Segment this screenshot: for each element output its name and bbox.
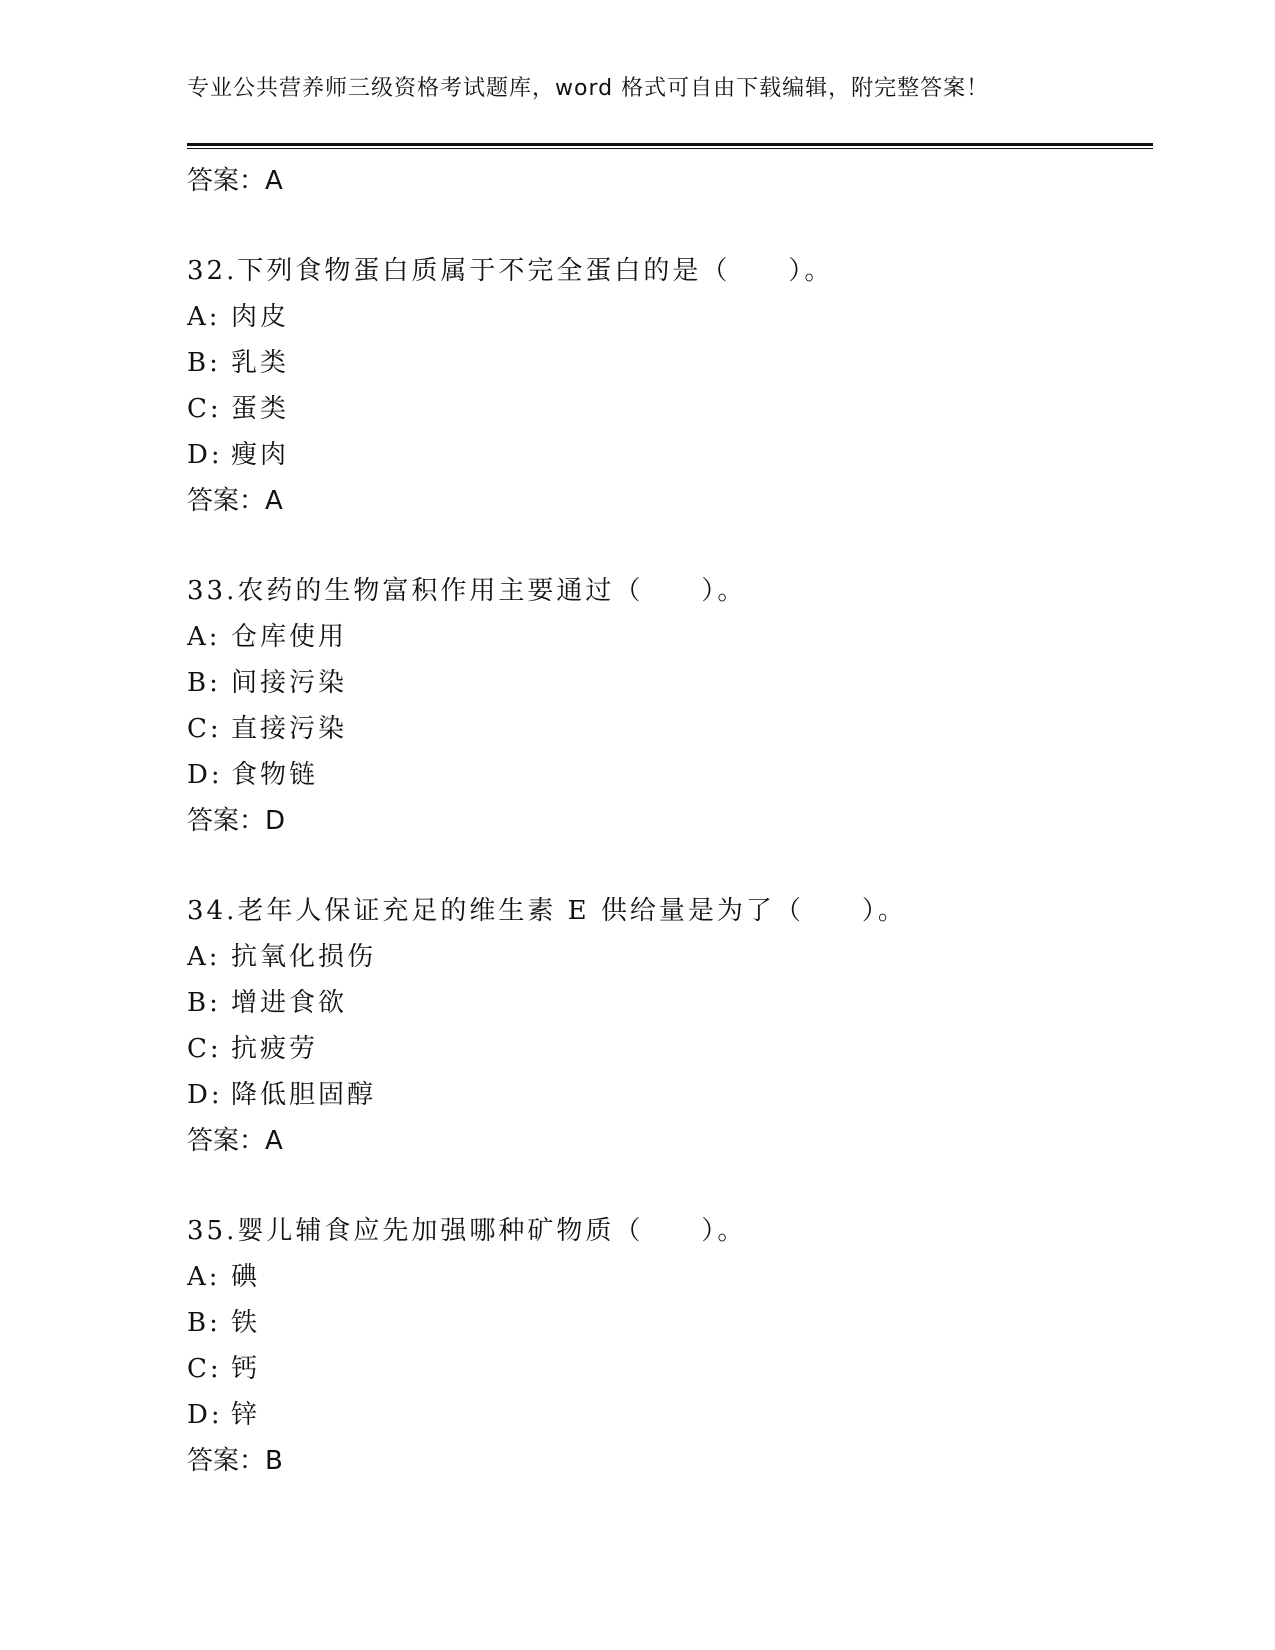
option-text: 碘 (231, 1262, 261, 1292)
question-stem: 35.婴儿辅食应先加强哪种矿物质（ ）。 (187, 1216, 747, 1246)
option-d (187, 1392, 1147, 1438)
option-key: D: (187, 1080, 223, 1110)
question-32 (187, 248, 1147, 524)
question-answer: 答案：A (187, 1126, 283, 1156)
option-key: B: (187, 348, 221, 378)
option-text: 瘦肉 (231, 440, 290, 470)
question-answer: 答案：A (187, 486, 283, 516)
option-d (187, 432, 1147, 478)
question-35 (187, 1208, 1147, 1484)
question-answer: 答案：D (187, 806, 286, 836)
option-text: 乳类 (231, 348, 290, 378)
option-key: A: (187, 302, 221, 332)
option-text: 增进食欲 (231, 988, 348, 1018)
option-text: 抗氧化损伤 (231, 942, 377, 972)
option-text: 钙 (231, 1354, 261, 1384)
option-text: 蛋类 (231, 394, 290, 424)
option-text: 铁 (231, 1308, 261, 1338)
option-d (187, 752, 1147, 798)
option-key: C: (187, 1034, 222, 1064)
option-c (187, 386, 1147, 432)
option-key: D: (187, 1400, 223, 1430)
option-text: 仓库使用 (231, 622, 348, 652)
option-key: B: (187, 1308, 221, 1338)
option-a (187, 1254, 1147, 1300)
option-c (187, 1026, 1147, 1072)
option-c (187, 706, 1147, 752)
option-b (187, 1300, 1147, 1346)
option-key: C: (187, 394, 222, 424)
question-stem: 34.老年人保证充足的维生素 E 供给量是为了（ ）。 (187, 896, 907, 926)
option-text: 抗疲劳 (231, 1034, 319, 1064)
option-text: 锌 (231, 1400, 261, 1430)
option-key: C: (187, 714, 222, 744)
option-b (187, 980, 1147, 1026)
question-33 (187, 568, 1147, 844)
option-b (187, 660, 1147, 706)
question-34 (187, 888, 1147, 1164)
option-key: B: (187, 988, 221, 1018)
option-text: 肉皮 (231, 302, 290, 332)
option-a (187, 934, 1147, 980)
question-stem: 33.农药的生物富积作用主要通过（ ）。 (187, 576, 747, 606)
page-header: 专业公共营养师三级资格考试题库，word 格式可自由下载编辑，附完整答案！ (187, 76, 990, 101)
option-b (187, 340, 1147, 386)
header-divider (187, 143, 1153, 149)
option-key: A: (187, 942, 221, 972)
option-text: 直接污染 (231, 714, 348, 744)
option-a (187, 614, 1147, 660)
previous-answer: 答案：A (187, 166, 283, 196)
option-text: 间接污染 (231, 668, 348, 698)
option-key: D: (187, 440, 223, 470)
option-a (187, 294, 1147, 340)
option-text: 降低胆固醇 (231, 1080, 377, 1110)
option-text: 食物链 (231, 760, 319, 790)
option-key: C: (187, 1354, 222, 1384)
option-key: A: (187, 622, 221, 652)
option-d (187, 1072, 1147, 1118)
option-key: A: (187, 1262, 221, 1292)
question-list (187, 158, 1147, 1484)
option-key: D: (187, 760, 223, 790)
question-answer: 答案：B (187, 1446, 283, 1476)
option-key: B: (187, 668, 221, 698)
question-stem: 32.下列食物蛋白质属于不完全蛋白的是（ ）。 (187, 256, 834, 286)
option-c (187, 1346, 1147, 1392)
